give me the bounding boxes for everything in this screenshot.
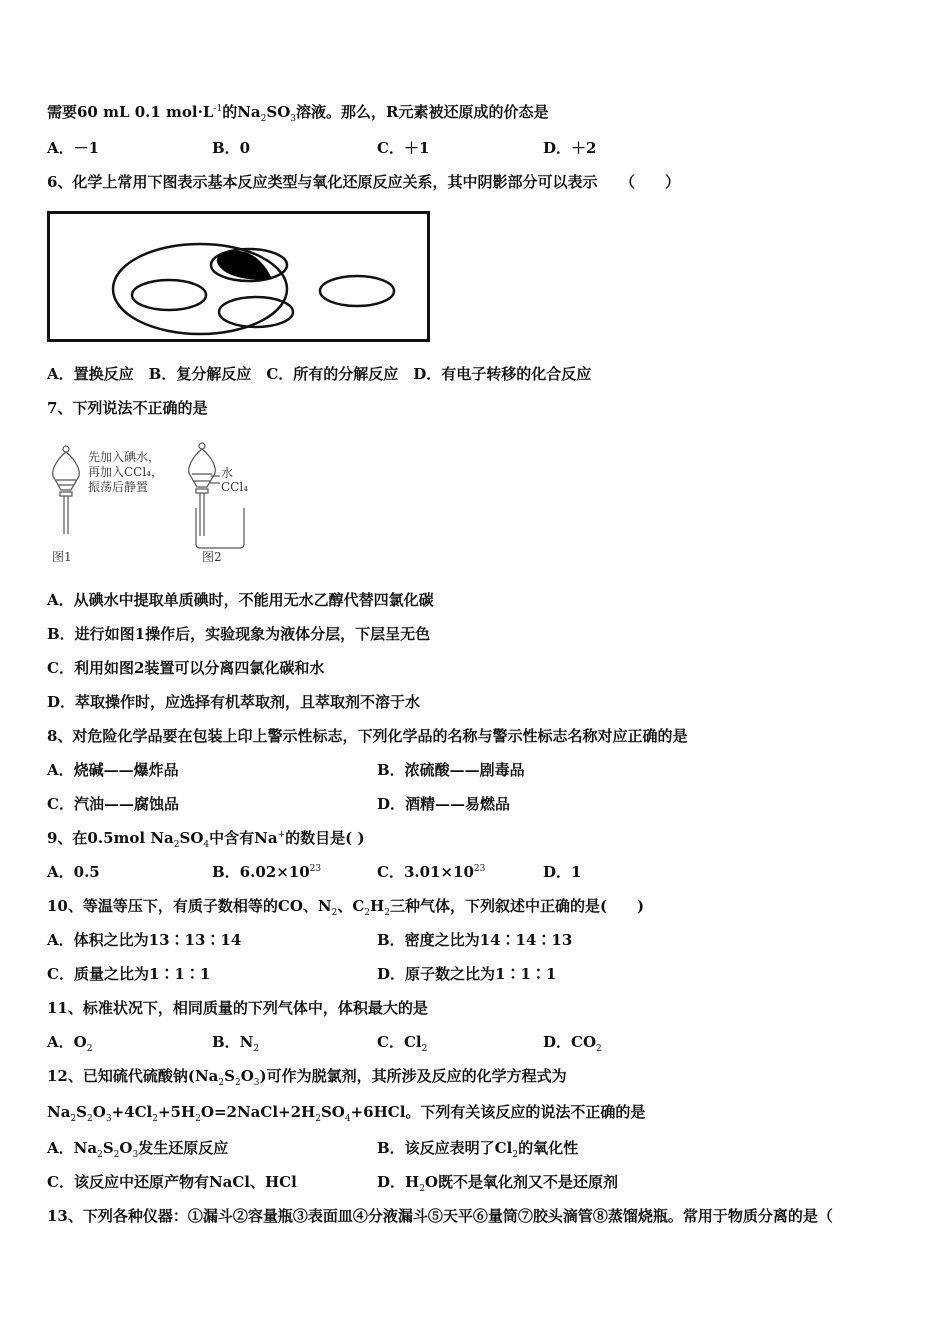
subscript: 2 — [86, 1044, 93, 1054]
text-run: D．萃取操作时，应选择有机萃取剂，且萃取剂不溶于水 — [47, 693, 421, 711]
answer-option — [47, 1031, 92, 1053]
text-line — [47, 589, 434, 611]
text-run: D．CO — [543, 1033, 597, 1051]
fig1-caption: 图1 — [52, 550, 72, 564]
text-run: +6HCl。下列有关该反应的说法不正确的是 — [350, 1103, 646, 1121]
answer-option — [377, 1137, 578, 1159]
text-run: 7、下列说法不正确的是 — [47, 399, 208, 417]
subscript: 2 — [331, 908, 338, 918]
subscript: 3 — [105, 1114, 112, 1124]
ellipse-right — [320, 276, 394, 306]
subscript: 2 — [97, 1150, 103, 1160]
text-run: H — [370, 897, 385, 915]
text-line — [47, 397, 207, 419]
subscript: 2 — [421, 1044, 428, 1054]
text-run: SO — [179, 829, 204, 847]
supscript: 23 — [309, 864, 322, 874]
text-run: S — [102, 1139, 114, 1157]
text-run: O=2NaCl+2H — [200, 1103, 316, 1121]
subscript: 3 — [290, 114, 296, 124]
text-line — [47, 657, 324, 679]
text-run: 发生还原反应 — [138, 1139, 229, 1157]
text-run: 12、已知硫代硫酸钠(Na — [47, 1067, 219, 1085]
answer-option — [47, 929, 241, 951]
text-run: A．0.5 — [47, 863, 100, 881]
ellipse-large — [113, 244, 287, 334]
text-line — [47, 895, 644, 917]
subscript: 2 — [419, 1184, 425, 1194]
separatory-funnel-figure — [44, 436, 264, 572]
answer-option — [377, 929, 572, 951]
answer-option — [377, 1171, 618, 1193]
answer-option — [543, 861, 581, 883]
answer-option — [47, 137, 99, 159]
supscript: 23 — [473, 864, 486, 874]
text-run: 的数目是( ) — [285, 829, 365, 847]
answer-option — [377, 1031, 427, 1053]
funnel-fig1-icon — [53, 446, 80, 534]
subscript: 2 — [234, 1078, 241, 1088]
text-line — [47, 363, 591, 385]
text-run: 的氧化性 — [518, 1139, 579, 1157]
answer-option — [212, 861, 321, 883]
answer-option — [543, 137, 596, 159]
text-run: A．置换反应 B．复分解反应 C．所有的分解反应 D．有电子转移的化合反应 — [47, 365, 592, 383]
text-run: A．从碘水中提取单质碘时，不能用无水乙醇代替四氯化碳 — [47, 591, 434, 609]
subscript: 4 — [203, 840, 210, 850]
beaker-icon — [196, 508, 244, 548]
answer-option — [212, 137, 250, 159]
subscript: 2 — [87, 1114, 93, 1124]
text-run: 中含有Na — [209, 829, 278, 847]
fig1-note-line2: 再加入CCl₄， — [88, 465, 164, 479]
text-run: C．利用如图2装置可以分离四氯化碳和水 — [47, 659, 325, 677]
answer-option — [543, 1031, 602, 1053]
text-line — [47, 691, 420, 713]
text-run: A．体积之比为13∶13∶14 — [47, 931, 242, 949]
subscript: 3 — [132, 1150, 139, 1160]
text-line — [47, 101, 548, 123]
answer-option — [47, 793, 179, 815]
text-run: C．Cl — [377, 1033, 422, 1051]
answer-option — [47, 861, 100, 883]
text-run: 6、化学上常用下图表示基本反应类型与氧化还原反应关系，其中阴影部分可以表示 （ ） — [47, 173, 680, 191]
fig2-ccl4-label: CCl₄ — [221, 480, 249, 494]
fig2-caption: 图2 — [202, 550, 222, 564]
answer-option — [377, 137, 429, 159]
subscript: 2 — [364, 908, 371, 918]
text-run: S — [224, 1067, 235, 1085]
subscript: 2 — [152, 1114, 158, 1124]
subscript: 2 — [173, 840, 180, 850]
text-run: B．N — [212, 1033, 254, 1051]
text-run: Na — [47, 1103, 71, 1121]
text-run: C．汽油——腐蚀品 — [47, 795, 179, 813]
answer-option — [377, 963, 556, 985]
subscript: 2 — [512, 1150, 519, 1160]
text-run: 、C — [337, 897, 365, 915]
text-line — [47, 171, 680, 193]
text-run: C．＋1 — [377, 139, 430, 157]
subscript: 2 — [384, 908, 390, 918]
text-line — [47, 827, 365, 849]
supscript: + — [277, 830, 286, 840]
text-line — [47, 1101, 645, 1123]
subscript: 3 — [253, 1078, 260, 1088]
text-run: B．进行如图1操作后，实验现象为液体分层，下层呈无色 — [47, 625, 431, 643]
text-line — [47, 725, 687, 747]
text-run: D．H — [377, 1173, 420, 1191]
answer-option — [377, 793, 510, 815]
supscript: -1 — [213, 104, 223, 114]
subscript: 2 — [195, 1114, 201, 1124]
text-run: +4Cl — [111, 1103, 153, 1121]
text-run: SO — [320, 1103, 345, 1121]
text-run: O — [240, 1067, 254, 1085]
text-run: 8、对危险化学品要在包装上印上警示性标志，下列化学品的名称与警示性标志名称对应正确的是 — [47, 727, 688, 745]
text-run: 11、标准状况下，相同质量的下列气体中，体积最大的是 — [47, 999, 428, 1017]
answer-option — [47, 1137, 228, 1159]
fig2-water-label: 水 — [221, 466, 234, 480]
answer-option — [47, 1171, 297, 1193]
answer-option — [47, 759, 179, 781]
text-run: 10、等温等压下，有质子数相等的CO、N — [47, 897, 332, 915]
text-run: +5H — [157, 1103, 196, 1121]
shaded-intersection — [217, 251, 272, 280]
text-run: A．O — [47, 1033, 87, 1051]
text-run: D．＋2 — [543, 139, 597, 157]
text-run: B．6.02×10 — [212, 863, 310, 881]
text-line — [47, 623, 430, 645]
text-run: D．1 — [543, 863, 582, 881]
text-run: S — [76, 1103, 88, 1121]
text-run: D．原子数之比为1∶1∶1 — [377, 965, 557, 983]
fig1-note-line3: 振荡后静置 — [88, 480, 149, 494]
text-run: B．密度之比为14∶14∶13 — [377, 931, 573, 949]
text-line — [47, 1065, 567, 1087]
text-run: 溶液。那么，R元素被还原成的价态是 — [296, 103, 549, 121]
subscript: 4 — [344, 1114, 351, 1124]
subscript: 2 — [70, 1114, 77, 1124]
text-run: A．烧碱——爆炸品 — [47, 761, 179, 779]
text-run: B．浓硫酸——剧毒品 — [377, 761, 525, 779]
text-run: 的Na — [222, 103, 261, 121]
text-run: 三种气体，下列叙述中正确的是( ) — [389, 897, 645, 915]
ellipse-left-inner — [132, 280, 206, 310]
subscript: 2 — [113, 1150, 120, 1160]
subscript: 2 — [596, 1044, 602, 1054]
text-run: C．该反应中还原产物有NaCl、HCl — [47, 1173, 297, 1191]
subscript: 2 — [315, 1114, 321, 1124]
reaction-type-venn-diagram — [47, 211, 431, 345]
text-run: SO — [266, 103, 291, 121]
answer-option — [212, 1031, 259, 1053]
text-run: B．0 — [212, 139, 251, 157]
text-run: D．酒精——易燃品 — [377, 795, 511, 813]
text-run: A．Na — [47, 1139, 98, 1157]
text-run: A．－1 — [47, 139, 100, 157]
text-run: O — [119, 1139, 133, 1157]
text-run: C．质量之比为1∶1∶1 — [47, 965, 211, 983]
answer-option — [377, 861, 485, 883]
subscript: 2 — [260, 114, 267, 124]
text-run: 需要60 mL 0.1 mol·L — [47, 103, 214, 121]
text-run: )可作为脱氯剂，其所涉及反应的化学方程式为 — [259, 1067, 567, 1085]
answer-option — [377, 759, 525, 781]
text-run: C．3.01×10 — [377, 863, 474, 881]
subscript: 2 — [253, 1044, 260, 1054]
text-run: O既不是氧化剂又不是还原剂 — [424, 1173, 618, 1191]
funnel-fig2-icon — [189, 443, 244, 548]
text-run: B．该反应表明了Cl — [377, 1139, 513, 1157]
text-line — [47, 997, 428, 1019]
text-run: 9、在0.5mol Na — [47, 829, 174, 847]
text-run: O — [92, 1103, 106, 1121]
text-line — [47, 1205, 833, 1227]
text-run: 13、下列各种仪器：①漏斗②容量瓶③表面皿④分液漏斗⑤天平⑥量筒⑦胶头滴管⑧蒸馏烧瓶。常用于物质分离的是（ — [47, 1207, 833, 1225]
answer-option — [47, 963, 210, 985]
subscript: 2 — [218, 1078, 225, 1088]
fig1-note-line1: 先加入碘水， — [88, 450, 161, 464]
